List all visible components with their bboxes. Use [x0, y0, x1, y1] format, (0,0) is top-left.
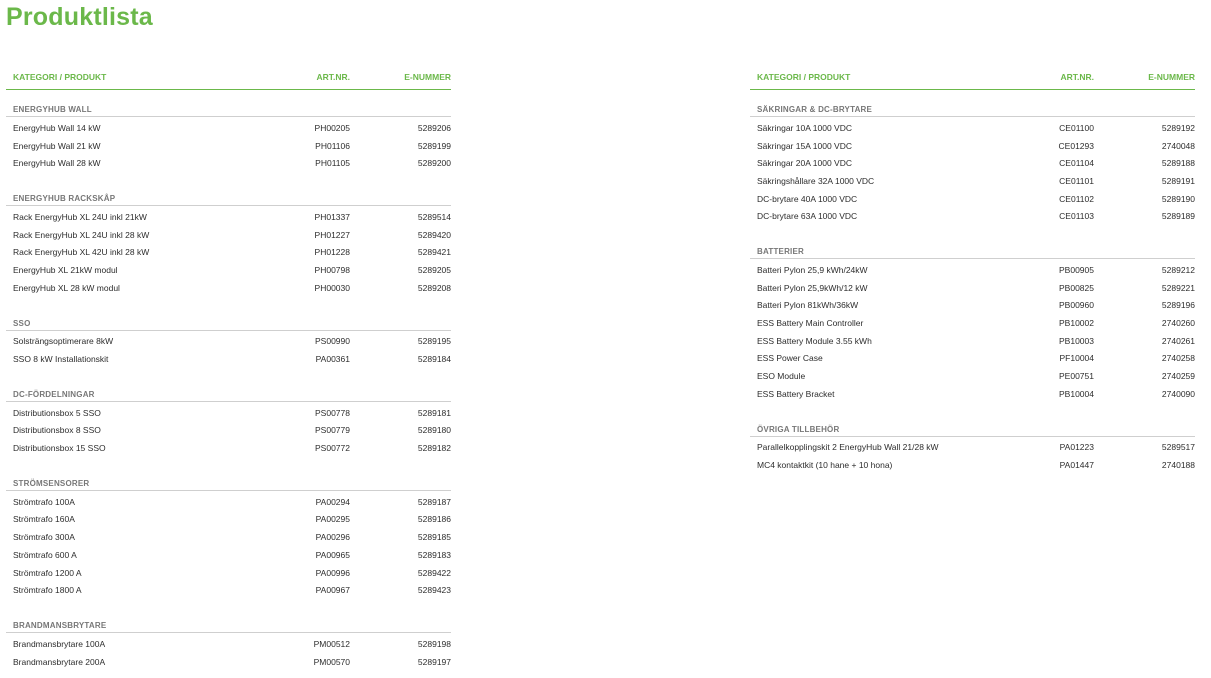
category-title: ENERGYHUB WALL — [6, 105, 451, 117]
art-nr: PB00825 — [1059, 282, 1094, 293]
category-title: ENERGYHUB RACKSKÅP — [6, 194, 451, 206]
product-row — [6, 279, 451, 297]
product-name: Rack EnergyHub XL 42U inkl 28 kW — [13, 247, 150, 258]
product-name: Strömtrafo 160A — [13, 514, 75, 525]
art-nr: PB10002 — [1059, 318, 1094, 329]
art-nr: PB10003 — [1059, 335, 1094, 346]
product-row — [6, 635, 451, 653]
e-nummer: 2740048 — [1161, 140, 1195, 151]
art-nr: PA00996 — [315, 567, 350, 578]
product-row — [6, 208, 451, 226]
art-nr: PM00570 — [313, 656, 350, 667]
product-row — [6, 528, 451, 546]
product-name: Säkringar 15A 1000 VDC — [757, 140, 852, 151]
e-nummer: 5289198 — [417, 638, 451, 649]
e-nummer: 2740090 — [1161, 388, 1195, 399]
e-nummer: 5289183 — [417, 549, 451, 560]
product-row — [6, 581, 451, 599]
category-section — [6, 621, 451, 670]
product-name: EnergyHub XL 21kW modul — [13, 264, 118, 275]
product-row — [6, 653, 451, 671]
art-nr: PH00205 — [314, 122, 350, 133]
header-e-nummer: E-NUMMER — [1148, 71, 1195, 82]
product-name: Parallelkopplingskit 2 EnergyHub Wall 21/28 kW — [757, 442, 939, 453]
header-e-nummer: E-NUMMER — [404, 71, 451, 82]
product-row — [6, 333, 451, 351]
art-nr: PA00361 — [315, 354, 350, 365]
e-nummer: 5289190 — [1161, 193, 1195, 204]
art-nr: CE01104 — [1059, 158, 1094, 169]
art-nr: CE01103 — [1059, 211, 1094, 222]
art-nr: PA00296 — [315, 532, 350, 543]
art-nr: CE01100 — [1059, 122, 1094, 133]
art-nr: PS00778 — [315, 407, 350, 418]
product-name: Strömtrafo 1200 A — [13, 567, 82, 578]
product-name: ESS Battery Module 3.55 kWh — [757, 335, 872, 346]
category-title: BATTERIER — [750, 247, 1195, 259]
product-name: DC-brytare 40A 1000 VDC — [757, 193, 858, 204]
product-name: Strömtrafo 300A — [13, 532, 75, 543]
e-nummer: 5289205 — [417, 264, 451, 275]
product-row — [6, 137, 451, 155]
art-nr: PH01228 — [314, 247, 350, 258]
art-nr: PA00294 — [315, 496, 350, 507]
e-nummer: 5289184 — [417, 354, 451, 365]
page-title: Produktlista — [6, 3, 153, 31]
product-row — [6, 119, 451, 137]
header-category: KATEGORI / PRODUKT — [757, 71, 851, 82]
product-table-right — [750, 70, 1195, 474]
art-nr: PS00990 — [315, 336, 350, 347]
product-row — [750, 137, 1195, 155]
e-nummer: 5289421 — [417, 247, 451, 258]
e-nummer: 5289196 — [1161, 300, 1195, 311]
product-row — [6, 439, 451, 457]
category-section — [6, 390, 451, 457]
category-section — [6, 319, 451, 368]
art-nr: PH01227 — [314, 229, 350, 240]
product-row — [750, 119, 1195, 137]
e-nummer: 5289191 — [1161, 175, 1195, 186]
product-row — [6, 422, 451, 440]
art-nr: PB00905 — [1059, 264, 1094, 275]
product-name: Brandmansbrytare 100A — [13, 638, 106, 649]
product-row — [750, 439, 1195, 457]
product-name: Rack EnergyHub XL 24U inkl 28 kW — [13, 229, 150, 240]
art-nr: PA00295 — [315, 514, 350, 525]
e-nummer: 5289188 — [1161, 158, 1195, 169]
art-nr: PS00779 — [315, 425, 350, 436]
product-row — [750, 385, 1195, 403]
product-row — [750, 456, 1195, 474]
art-nr: PE00751 — [1059, 371, 1094, 382]
art-nr: PS00772 — [315, 443, 350, 454]
product-name: ESS Power Case — [757, 353, 823, 364]
product-name: EnergyHub XL 28 kW modul — [13, 282, 120, 293]
category-title: DC-FÖRDELNINGAR — [6, 390, 451, 402]
category-section — [6, 105, 451, 172]
e-nummer: 5289514 — [417, 211, 451, 222]
e-nummer: 5289200 — [417, 158, 451, 169]
product-row — [750, 190, 1195, 208]
e-nummer: 5289181 — [417, 407, 451, 418]
product-row — [750, 154, 1195, 172]
product-table-left — [6, 70, 451, 670]
category-title: SÄKRINGAR & DC-BRYTARE — [750, 105, 1195, 117]
product-name: Säkringar 20A 1000 VDC — [757, 158, 852, 169]
product-name: MC4 kontaktkit (10 hane + 10 hona) — [757, 460, 893, 471]
category-section — [750, 425, 1195, 474]
product-row — [6, 546, 451, 564]
category-title: STRÖMSENSORER — [6, 479, 451, 491]
art-nr: CE01102 — [1059, 193, 1094, 204]
e-nummer: 5289206 — [417, 122, 451, 133]
product-row — [6, 154, 451, 172]
product-name: Säkringshållare 32A 1000 VDC — [757, 175, 875, 186]
art-nr: PH01337 — [314, 211, 350, 222]
category-section — [6, 479, 451, 599]
product-row — [6, 243, 451, 261]
header-art-nr: ART.NR. — [1060, 71, 1094, 82]
e-nummer: 2740259 — [1161, 371, 1195, 382]
product-row — [6, 261, 451, 279]
product-name: EnergyHub Wall 14 kW — [13, 122, 101, 133]
header-category: KATEGORI / PRODUKT — [13, 71, 107, 82]
product-row — [6, 564, 451, 582]
product-row — [750, 172, 1195, 190]
category-section — [750, 105, 1195, 225]
art-nr: PF10004 — [1059, 353, 1094, 364]
e-nummer: 2740261 — [1161, 335, 1195, 346]
table-body — [6, 105, 451, 670]
product-row — [750, 207, 1195, 225]
art-nr: CE01293 — [1058, 140, 1094, 151]
product-name: Strömtrafo 1800 A — [13, 585, 82, 596]
art-nr: PM00512 — [313, 638, 350, 649]
product-row — [6, 350, 451, 368]
product-name: Batteri Pylon 25,9 kWh/24kW — [757, 264, 868, 275]
category-section — [750, 247, 1195, 403]
e-nummer: 5289422 — [417, 567, 451, 578]
art-nr: PB00960 — [1059, 300, 1094, 311]
e-nummer: 2740260 — [1161, 318, 1195, 329]
product-row — [750, 279, 1195, 297]
header-art-nr: ART.NR. — [316, 71, 350, 82]
product-name: EnergyHub Wall 28 kW — [13, 158, 101, 169]
e-nummer: 5289221 — [1161, 282, 1195, 293]
e-nummer: 5289212 — [1161, 264, 1195, 275]
product-name: Distributionsbox 5 SSO — [13, 407, 101, 418]
product-name: Rack EnergyHub XL 24U inkl 21kW — [13, 211, 147, 222]
product-row — [750, 314, 1195, 332]
product-name: Strömtrafo 600 A — [13, 549, 77, 560]
product-name: Strömtrafo 100A — [13, 496, 75, 507]
table-body — [750, 105, 1195, 474]
e-nummer: 5289185 — [417, 532, 451, 543]
art-nr: PH00030 — [314, 282, 350, 293]
product-row — [750, 261, 1195, 279]
e-nummer: 2740188 — [1161, 460, 1195, 471]
product-name: ESS Battery Bracket — [757, 388, 835, 399]
art-nr: PA01223 — [1059, 442, 1094, 453]
product-name: ESS Battery Main Controller — [757, 318, 864, 329]
product-row — [6, 511, 451, 529]
product-row — [750, 367, 1195, 385]
category-title: BRANDMANSBRYTARE — [6, 621, 451, 633]
product-name: Solsträngsoptimerare 8kW — [13, 336, 114, 347]
art-nr: PA00965 — [315, 549, 350, 560]
product-row — [6, 226, 451, 244]
category-section — [6, 194, 451, 296]
art-nr: PB10004 — [1059, 388, 1094, 399]
product-name: Distributionsbox 8 SSO — [13, 425, 101, 436]
category-title: ÖVRIGA TILLBEHÖR — [750, 425, 1195, 437]
product-row — [6, 404, 451, 422]
product-row — [750, 350, 1195, 368]
e-nummer: 5289192 — [1161, 122, 1195, 133]
product-row — [6, 493, 451, 511]
art-nr: PH01105 — [315, 158, 350, 169]
art-nr: PH01106 — [315, 140, 350, 151]
e-nummer: 5289420 — [417, 229, 451, 240]
e-nummer: 5289517 — [1161, 442, 1195, 453]
e-nummer: 5289208 — [417, 282, 451, 293]
e-nummer: 5289180 — [417, 425, 451, 436]
e-nummer: 5289197 — [417, 656, 451, 667]
table-header — [6, 70, 451, 90]
e-nummer: 5289182 — [417, 443, 451, 454]
product-name: DC-brytare 63A 1000 VDC — [757, 211, 858, 222]
product-name: Brandmansbrytare 200A — [13, 656, 106, 667]
art-nr: PA00967 — [315, 585, 350, 596]
product-name: EnergyHub Wall 21 kW — [13, 140, 101, 151]
art-nr: PH00798 — [314, 264, 350, 275]
art-nr: PA01447 — [1059, 460, 1094, 471]
product-name: ESO Module — [757, 371, 806, 382]
art-nr: CE01101 — [1059, 175, 1094, 186]
product-name: Batteri Pylon 25,9kWh/12 kW — [757, 282, 868, 293]
e-nummer: 5289186 — [417, 514, 451, 525]
product-row — [750, 332, 1195, 350]
e-nummer: 5289187 — [417, 496, 451, 507]
product-name: Säkringar 10A 1000 VDC — [757, 122, 852, 133]
product-name: Batteri Pylon 81kWh/36kW — [757, 300, 859, 311]
e-nummer: 5289423 — [417, 585, 451, 596]
e-nummer: 2740258 — [1161, 353, 1195, 364]
product-name: SSO 8 kW Installationskit — [13, 354, 109, 365]
product-name: Distributionsbox 15 SSO — [13, 443, 106, 454]
e-nummer: 5289189 — [1161, 211, 1195, 222]
category-title: SSO — [6, 319, 451, 331]
product-row — [750, 297, 1195, 315]
e-nummer: 5289199 — [417, 140, 451, 151]
e-nummer: 5289195 — [417, 336, 451, 347]
table-header — [750, 70, 1195, 90]
